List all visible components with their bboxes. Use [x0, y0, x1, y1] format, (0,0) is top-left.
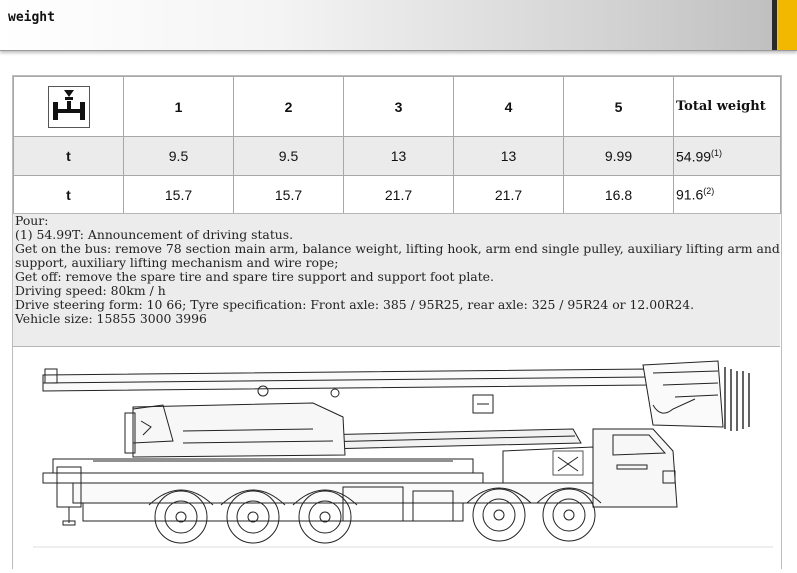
row-unit-label: t [14, 137, 124, 176]
axle-header-4: 4 [454, 77, 564, 137]
note-line: Vehicle size: 15855 3000 3996 [15, 311, 207, 326]
row-unit-label: t [14, 176, 124, 214]
table-cell: 21.7 [454, 176, 564, 214]
table-cell: 15.7 [124, 176, 234, 214]
total-weight-cell [674, 176, 781, 214]
axle-header-5: 5 [564, 77, 674, 137]
table-cell: 13 [344, 137, 454, 176]
header-stripe-dark [772, 0, 777, 50]
table-cell: 16.8 [564, 176, 674, 214]
total-weight-cell [674, 137, 781, 176]
table-cell: 13 [454, 137, 564, 176]
axle-header-2: 2 [234, 77, 344, 137]
table-cell: 21.7 [344, 176, 454, 214]
note-line: Get on the bus: remove 78 section main arm, balance weight, lifting hook, arm end single pulley, auxiliary lifting arm and support, auxiliary lifting mechanism and wire rope; [15, 241, 780, 270]
footnote-marker: (2) [703, 186, 715, 197]
note-line: Get off: remove the spare tire and spare tire support and support foot plate. [15, 269, 494, 284]
table-row [14, 137, 781, 176]
table-header-row [14, 77, 781, 137]
total-weight-value: 91.6 [676, 186, 704, 203]
table-row [14, 176, 781, 214]
truck-crane-side-view-drawing [13, 347, 780, 568]
footnote-marker: (1) [711, 147, 723, 158]
truck-crane-drawing [13, 347, 780, 568]
axle-load-icon [48, 86, 90, 128]
section-title: weight [8, 10, 55, 25]
note-line: (1) 54.99T: Announcement of driving status. [15, 227, 294, 242]
table-cell: 9.5 [124, 137, 234, 176]
axle-header-3: 3 [344, 77, 454, 137]
notes-block [13, 213, 780, 347]
axle-header-1: 1 [124, 77, 234, 137]
axle-load-table [13, 76, 781, 214]
table-cell: 9.99 [564, 137, 674, 176]
table-cell: 9.5 [234, 137, 344, 176]
note-line: Driving speed: 80km / h [15, 283, 166, 298]
note-line: Drive steering form: 10 66; Tyre specification: Front axle: 385 / 95R25, rear axle: 325 / 95R24 or 12.00R24. [15, 297, 695, 312]
table-cell: 15.7 [234, 176, 344, 214]
section-header [0, 0, 797, 51]
total-weight-value: 54.99 [676, 148, 712, 165]
total-weight-header: Total weight [674, 77, 781, 137]
axle-icon-cell [14, 77, 124, 137]
header-stripe-accent [778, 0, 797, 50]
note-line: Pour: [15, 213, 49, 228]
